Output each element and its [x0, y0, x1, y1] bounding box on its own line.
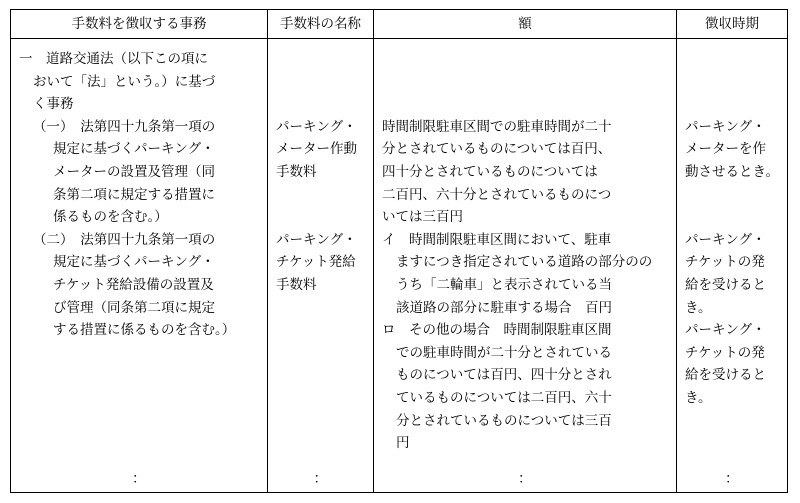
affair-line: （一） 法第四十九条第一項の [33, 118, 216, 135]
header-affair: 手数料を徴収する事務 [11, 10, 268, 39]
amount-line: 分とされているものについては三百 [396, 412, 612, 429]
body-row [11, 39, 788, 493]
collection-time-line: パーキング・ [685, 322, 766, 339]
amount-line: 二百円、六十分とされているものにつ [382, 186, 612, 203]
affair-line: 条第二項に規定する措置に [53, 186, 215, 203]
amount-line: イ 時間制限駐車区間において、駐車 [382, 231, 612, 248]
affair-line: おいて「法」という。）に基づ [33, 73, 216, 90]
collection-time-line: 動させるとき。 [685, 163, 779, 180]
fee-table [10, 9, 788, 493]
header-amount: 額 [374, 10, 677, 39]
ellipsis-mark: ： [132, 471, 146, 487]
amount-line: 分とされているものについては百円、 [382, 141, 612, 158]
amount-line: いては三百円 [382, 209, 463, 226]
header-collection-time: 徴収時期 [677, 10, 788, 39]
amount-line: ているものについては二百円、六十 [396, 389, 612, 406]
amount-line: での駐車時間が二十分とされている [396, 344, 612, 361]
affair-line: 規定に基づくパーキング・ [53, 141, 215, 158]
fee-name-line: 手数料 [276, 276, 317, 293]
fee-name-cell [268, 39, 374, 493]
header-row [11, 10, 788, 39]
fee-name-line: 手数料 [276, 163, 317, 180]
ellipsis-mark: ： [313, 471, 328, 487]
fee-name-line: チケット発給 [276, 254, 356, 271]
fee-name-line: パーキング・ [276, 118, 357, 135]
fee-name-line: メーター作動 [276, 141, 357, 158]
ellipsis-mark: ： [518, 471, 532, 487]
amount-line: ますにつき指定されている道路の部分のの [396, 254, 653, 271]
affair-line: チケット発給設備の設置及 [53, 276, 214, 293]
collection-time-cell [677, 39, 788, 493]
affair-line: 係るものを含む。） [53, 209, 168, 226]
header-fee-name: 手数料の名称 [268, 10, 374, 39]
affair-line: する措置に係るものを含む。） [53, 322, 236, 339]
amount-line: うち「二輪車」と表示されている当 [396, 276, 612, 293]
affair-line: （二） 法第四十九条第一項の [33, 231, 216, 248]
amount-line: ロ その他の場合 時間制限駐車区間 [382, 322, 612, 339]
affair-line: メーターの設置及管理（同 [53, 163, 215, 180]
amount-line: 円 [396, 435, 410, 452]
amount-line: ものについては百円、四十分とされ [396, 367, 612, 384]
collection-time-line: パーキング・ [685, 231, 766, 248]
collection-time-line: き。 [685, 389, 712, 406]
affair-line: く事務 [33, 96, 74, 113]
amount-line: 四十分とされているものについては [382, 163, 598, 180]
affair-cell [11, 39, 268, 493]
collection-time-line: チケットの発 [685, 254, 765, 271]
collection-time-line: チケットの発 [685, 344, 765, 361]
collection-time-line: き。 [685, 299, 712, 316]
collection-time-line: メーターを作 [685, 141, 766, 158]
collection-time-line: 給を受けると [685, 367, 766, 384]
affair-line: び管理（同条第二項に規定 [53, 299, 215, 316]
amount-line: 時間制限駐車区間での駐車時間が二十 [382, 118, 612, 135]
amount-cell [374, 39, 677, 493]
collection-time-line: パーキング・ [685, 118, 766, 135]
fee-name-line: パーキング・ [276, 231, 357, 248]
collection-time-line: 給を受けると [685, 276, 766, 293]
ellipsis-mark: ： [725, 471, 739, 487]
amount-line: 該道路の部分に駐車する場合 百円 [396, 299, 612, 316]
affair-line: 一 道路交通法（以下この項に [19, 51, 208, 67]
affair-line: 規定に基づくパーキング・ [53, 254, 215, 271]
